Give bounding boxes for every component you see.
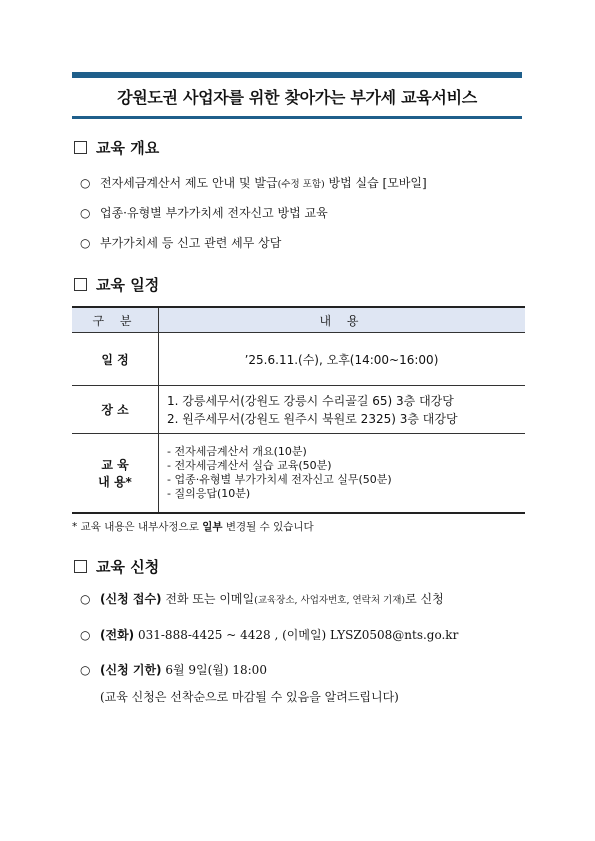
schedule-row-content (72, 434, 525, 513)
page-title: 강원도권 사업자를 위한 찾아가는 부가세 교육서비스 (117, 88, 477, 107)
title-top-rule (72, 72, 522, 78)
square-bullet-icon (74, 560, 87, 573)
content-values (159, 434, 526, 513)
overview-item-3: ○ 부가가치세 등 신고 관련 세무 상담 (80, 236, 282, 250)
application-heading: 교육 신청 (74, 556, 159, 577)
overview-heading: 교육 개요 (74, 137, 159, 158)
overview-item-2: ○ 업종·유형별 부가가치세 전자신고 방법 교육 (80, 206, 328, 220)
schedule-header-row (72, 307, 525, 333)
application-line-3: ○ (신청 기한) 6월 9일(월) 18:00 (80, 663, 267, 677)
schedule-row-date (72, 333, 525, 386)
content-item: - 전자세금계산서 실습 교육(50분) (167, 458, 332, 472)
application-line-1: ○ (신청 접수) 전화 또는 이메일(교육장소, 사업자번호, 연락처 기재)로 신청 (80, 592, 444, 606)
place-1: 1. 강릉세무서(강원도 강릉시 수리골길 65) 3층 대강당 (167, 393, 454, 408)
place-2: 2. 원주세무서(강원도 원주시 북원로 2325) 3층 대강당 (167, 411, 458, 426)
content-item: - 질의응답(10분) (167, 486, 251, 500)
col-content-header: 내 용 (159, 307, 526, 333)
application-line-4: (교육 신청은 선착순으로 마감될 수 있음을 알려드립니다) (100, 690, 399, 704)
title-banner (72, 72, 522, 119)
schedule-note: * 교육 내용은 내부사정으로 일부 변경될 수 있습니다 (72, 521, 314, 533)
schedule-table (72, 306, 525, 514)
date-label: 일 정 (72, 333, 159, 386)
place-label: 장 소 (72, 386, 159, 434)
content-item: - 업종·유형별 부가가치세 전자신고 실무(50분) (167, 472, 392, 486)
square-bullet-icon (74, 141, 87, 154)
date-value: ’25.6.11.(수), 오후(14:00~16:00) (159, 333, 526, 386)
content-item: - 전자세금계산서 개요(10분) (167, 444, 307, 458)
title-bottom-rule (72, 116, 522, 119)
application-line-2: ○ (전화) 031-888-4425 ~ 4428 , (이메일) LYSZ0508@nts.go.kr (80, 628, 459, 642)
square-bullet-icon (74, 278, 87, 291)
schedule-heading: 교육 일정 (74, 274, 159, 295)
content-label: 교 육 내 용* (72, 434, 159, 513)
place-values (159, 386, 526, 434)
overview-item-1: ○ 전자세금계산서 제도 안내 및 발급(수정 포함) 방법 실습 [모바일] (80, 176, 427, 190)
schedule-row-place (72, 386, 525, 434)
col-category-header: 구 분 (72, 307, 159, 333)
